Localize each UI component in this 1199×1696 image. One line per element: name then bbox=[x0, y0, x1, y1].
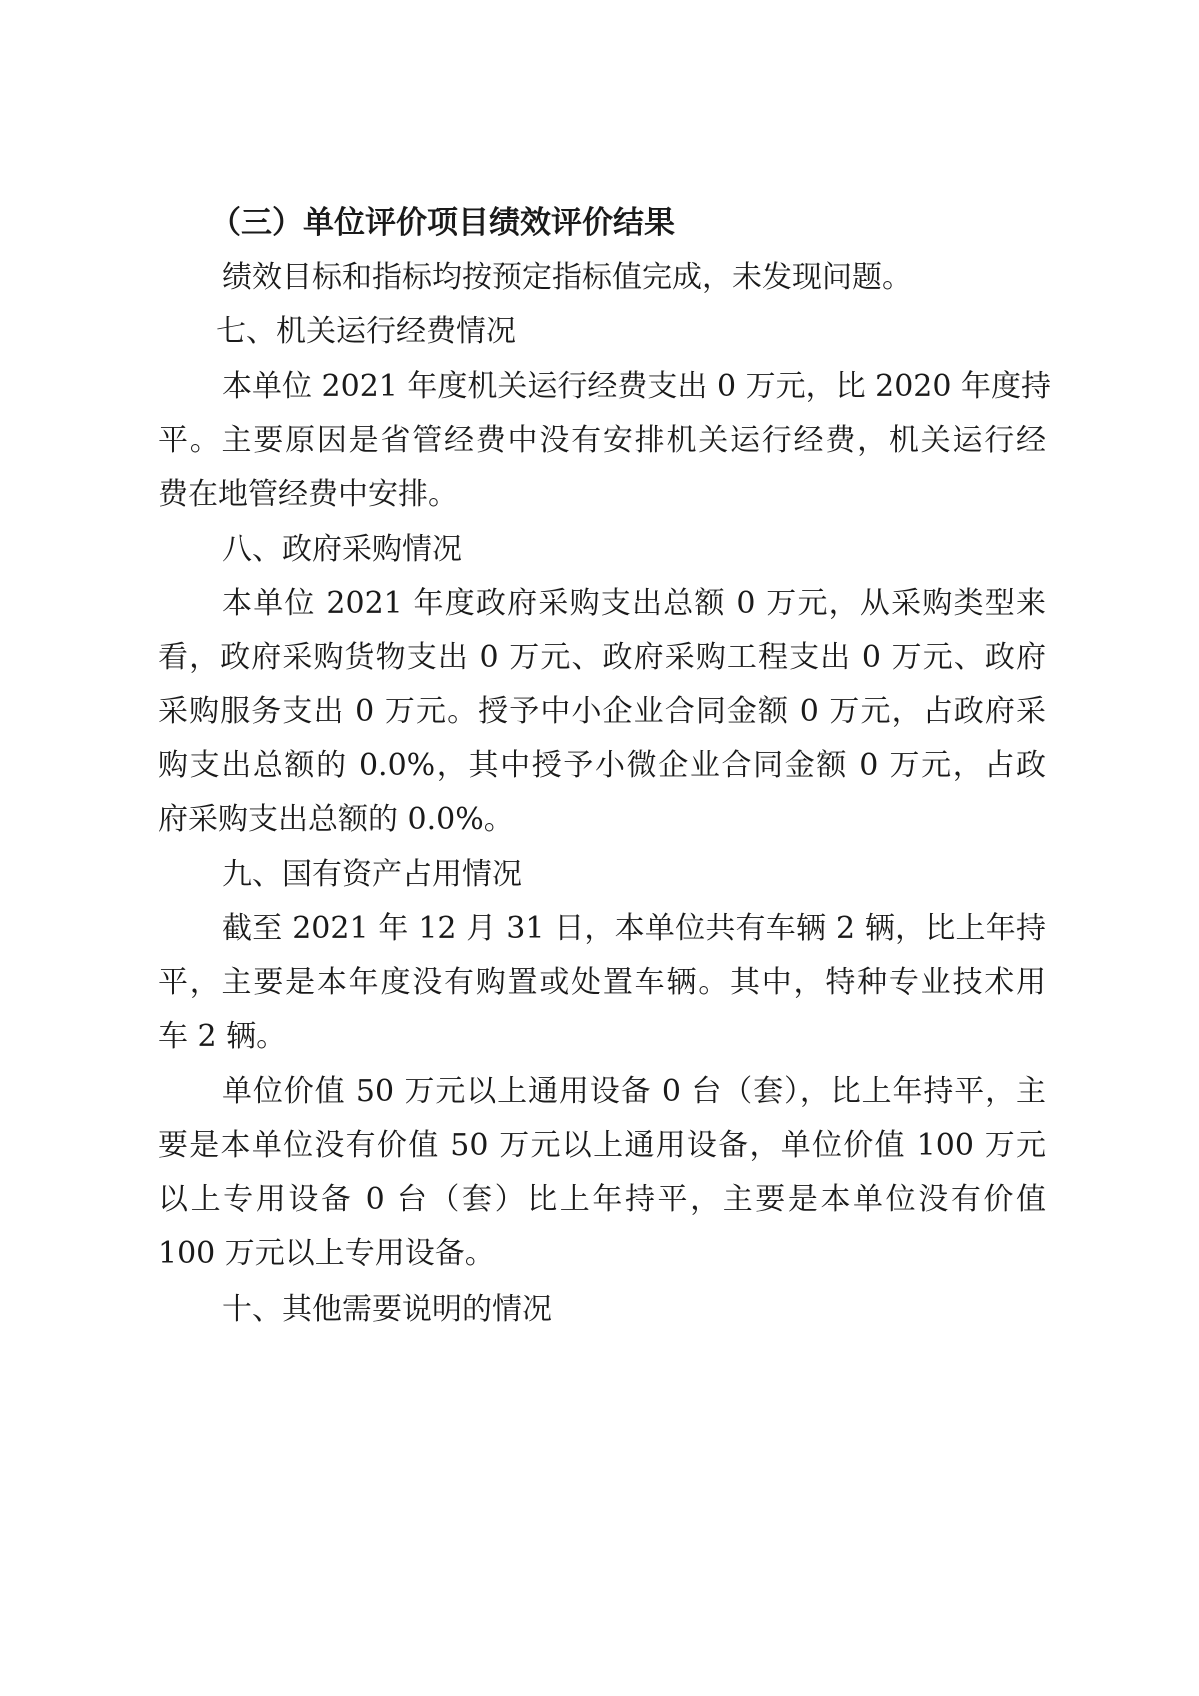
section-7-line-3: 费在地管经费中安排。 bbox=[158, 477, 458, 512]
section-8-title: 八、政府采购情况 bbox=[222, 532, 462, 567]
section-7-line-2: 平。主要原因是省管经费中没有安排机关运行经费，机关运行经 bbox=[158, 423, 1046, 458]
section-9-para-1-line-3: 车 2 辆。 bbox=[158, 1019, 287, 1054]
section-8-line-2: 看，政府采购货物支出 0 万元、政府采购工程支出 0 万元、政府 bbox=[158, 640, 1046, 675]
section-9-title: 九、国有资产占用情况 bbox=[222, 857, 522, 892]
section-8-line-5: 府采购支出总额的 0.0%。 bbox=[158, 802, 514, 837]
section-8-line-1: 本单位 2021 年度政府采购支出总额 0 万元，从采购类型来 bbox=[222, 586, 1046, 621]
section-9-para-2-line-2: 要是本单位没有价值 50 万元以上通用设备，单位价值 100 万元 bbox=[158, 1128, 1046, 1163]
section-9-para-2-line-4: 100 万元以上专用设备。 bbox=[158, 1236, 495, 1271]
section-9-para-1-line-2: 平，主要是本年度没有购置或处置车辆。其中，特种专业技术用 bbox=[158, 965, 1046, 1000]
subsection-text: 绩效目标和指标均按预定指标值完成，未发现问题。 bbox=[222, 260, 912, 295]
subsection-heading: （三）单位评价项目绩效评价结果 bbox=[210, 205, 675, 241]
section-8-line-3: 采购服务支出 0 万元。授予中小企业合同金额 0 万元，占政府采 bbox=[158, 694, 1046, 729]
section-9-para-2-line-1: 单位价值 50 万元以上通用设备 0 台（套），比上年持平，主 bbox=[222, 1074, 1046, 1109]
section-8-line-4: 购支出总额的 0.0%，其中授予小微企业合同金额 0 万元，占政 bbox=[158, 748, 1046, 783]
section-7-line-1: 本单位 2021 年度机关运行经费支出 0 万元，比 2020 年度持 bbox=[222, 369, 1051, 404]
section-9-para-1-line-1: 截至 2021 年 12 月 31 日，本单位共有车辆 2 辆，比上年持 bbox=[222, 911, 1046, 946]
section-10-title: 十、其他需要说明的情况 bbox=[222, 1292, 552, 1327]
section-9-para-2-line-3: 以上专用设备 0 台（套）比上年持平，主要是本单位没有价值 bbox=[158, 1182, 1046, 1217]
section-7-title: 七、机关运行经费情况 bbox=[216, 314, 516, 349]
